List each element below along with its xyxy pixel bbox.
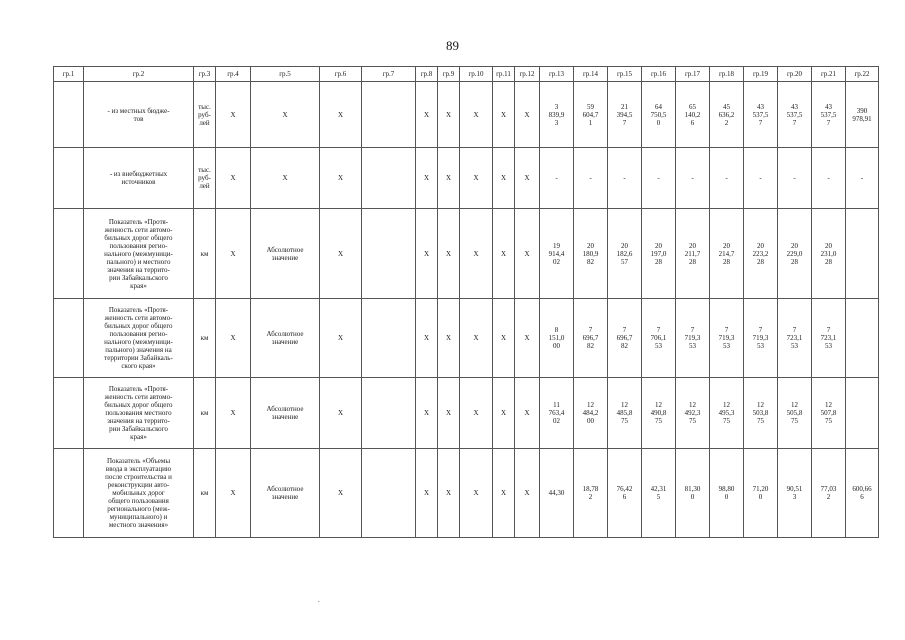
table-cell: 20 211,7 28: [676, 209, 710, 299]
table-cell: 12 490,8 75: [642, 378, 676, 449]
table-cell: 390 978,91: [846, 82, 879, 148]
table-cell: 12 503,8 75: [744, 378, 778, 449]
table-cell: 64 750,5 0: [642, 82, 676, 148]
table-cell: X: [438, 82, 460, 148]
table-cell: -: [540, 148, 574, 209]
footer-mark: .: [318, 596, 320, 604]
table-cell: 12 495,3 75: [710, 378, 744, 449]
table-cell: X: [251, 148, 320, 209]
table-cell: X: [515, 299, 540, 378]
table-cell: X: [416, 209, 438, 299]
table-cell: 12 484,2 00: [574, 378, 608, 449]
table-cell: 7 706,1 53: [642, 299, 676, 378]
column-header: гр.5: [251, 67, 320, 82]
page-number: 89: [446, 38, 459, 53]
table-cell: X: [515, 148, 540, 209]
column-header: гр.17: [676, 67, 710, 82]
table-cell: X: [320, 378, 362, 449]
table-cell: 3 839,9 3: [540, 82, 574, 148]
table-cell: - из внебюджетных источников: [84, 148, 194, 209]
column-header: гр.19: [744, 67, 778, 82]
table-cell: 71,20 0: [744, 449, 778, 538]
table-cell: 43 537,5 7: [778, 82, 812, 148]
table-cell: X: [216, 82, 251, 148]
table-cell: [362, 209, 416, 299]
table-cell: [54, 378, 84, 449]
table-cell: X: [460, 449, 493, 538]
table-cell: -: [812, 148, 846, 209]
table-cell: X: [460, 299, 493, 378]
table-cell: тыс. руб- лей: [194, 148, 216, 209]
table-cell: км: [194, 299, 216, 378]
column-header: гр.12: [515, 67, 540, 82]
table-cell: [362, 299, 416, 378]
table-cell: Показатель «Объемы ввода в эксплуатацию после строительства и реконструкции авто- мобильных дорог общего пользования регионального (меж- муниципального) и местного значения»: [84, 449, 194, 538]
column-header: гр.2: [84, 67, 194, 82]
table-cell: 11 763,4 02: [540, 378, 574, 449]
table-cell: Абсолютное значение: [251, 449, 320, 538]
table-cell: 45 636,2 2: [710, 82, 744, 148]
table-cell: 81,30 0: [676, 449, 710, 538]
table-cell: -: [574, 148, 608, 209]
column-header: гр.7: [362, 67, 416, 82]
column-header: гр.18: [710, 67, 744, 82]
table-cell: 7 723,1 53: [778, 299, 812, 378]
table-cell: Показатель «Протя- женность сети автомо- бильных дорог общего пользования местного значения на террито- рии Забайкальского края»: [84, 378, 194, 449]
table-cell: X: [216, 378, 251, 449]
table-cell: X: [320, 82, 362, 148]
table-cell: X: [460, 82, 493, 148]
table-cell: 21 394,5 7: [608, 82, 642, 148]
table-cell: X: [493, 148, 515, 209]
table-cell: 7 696,7 82: [608, 299, 642, 378]
table-cell: [362, 449, 416, 538]
table-cell: X: [216, 148, 251, 209]
table-cell: X: [493, 209, 515, 299]
table-row: [54, 148, 879, 209]
table-cell: X: [438, 378, 460, 449]
table-row: [54, 209, 879, 299]
table-cell: Показатель «Протя- женность сети автомо- бильных дорог общего пользования регио- нального (межмуници- пального) и местного значения на террито- рии Забайкальского края»: [84, 209, 194, 299]
column-header: гр.9: [438, 67, 460, 82]
table-cell: Абсолютное значение: [251, 299, 320, 378]
table-cell: - из местных бюдже- тов: [84, 82, 194, 148]
column-header: гр.20: [778, 67, 812, 82]
table-cell: X: [320, 148, 362, 209]
table-cell: X: [416, 449, 438, 538]
table-cell: Показатель «Протя- женность сети автомо- бильных дорог общего пользования регио- нального (межмуници- пального) значения на территории Забайкаль- ского края»: [84, 299, 194, 378]
table-cell: 12 492,3 75: [676, 378, 710, 449]
table-cell: 20 223,2 28: [744, 209, 778, 299]
table-cell: -: [778, 148, 812, 209]
header-row: [54, 67, 879, 82]
column-header: гр.16: [642, 67, 676, 82]
table-cell: X: [216, 449, 251, 538]
column-header: гр.1: [54, 67, 84, 82]
table-cell: X: [416, 299, 438, 378]
table-cell: [362, 82, 416, 148]
table-cell: [846, 378, 879, 449]
table-cell: 20 214,7 28: [710, 209, 744, 299]
table-cell: 12 485,8 75: [608, 378, 642, 449]
table-cell: 12 505,8 75: [778, 378, 812, 449]
table-row: [54, 299, 879, 378]
table-cell: X: [460, 378, 493, 449]
column-header: гр.10: [460, 67, 493, 82]
table-cell: 20 182,6 57: [608, 209, 642, 299]
table-cell: X: [320, 209, 362, 299]
table-cell: [846, 299, 879, 378]
table-row: [54, 82, 879, 148]
table-cell: X: [515, 82, 540, 148]
table-cell: 20 229,0 28: [778, 209, 812, 299]
table-cell: 43 537,5 7: [812, 82, 846, 148]
table-cell: 18,78 2: [574, 449, 608, 538]
column-header: гр.15: [608, 67, 642, 82]
table-cell: 98,80 0: [710, 449, 744, 538]
table-cell: X: [216, 209, 251, 299]
table-cell: 76,42 6: [608, 449, 642, 538]
table-row: [54, 449, 879, 538]
table-cell: X: [320, 449, 362, 538]
column-header: гр.3: [194, 67, 216, 82]
table-cell: X: [320, 299, 362, 378]
column-header: гр.14: [574, 67, 608, 82]
table-cell: [362, 378, 416, 449]
table-cell: 44,30: [540, 449, 574, 538]
table-cell: 19 914,4 02: [540, 209, 574, 299]
table-cell: X: [438, 299, 460, 378]
table-cell: X: [515, 209, 540, 299]
column-header: гр.11: [493, 67, 515, 82]
table-cell: 7 719,3 53: [710, 299, 744, 378]
table-cell: X: [251, 82, 320, 148]
table-cell: X: [460, 209, 493, 299]
table-cell: [846, 209, 879, 299]
table-cell: -: [642, 148, 676, 209]
table-cell: X: [493, 378, 515, 449]
table-cell: 600,66 6: [846, 449, 879, 538]
table-cell: X: [438, 148, 460, 209]
table-cell: км: [194, 378, 216, 449]
table-cell: -: [676, 148, 710, 209]
table-cell: X: [493, 299, 515, 378]
table-cell: [362, 148, 416, 209]
column-header: гр.6: [320, 67, 362, 82]
column-header: гр.21: [812, 67, 846, 82]
table-cell: 65 140,2 6: [676, 82, 710, 148]
table-cell: 20 180,9 82: [574, 209, 608, 299]
column-header: гр.8: [416, 67, 438, 82]
table-cell: км: [194, 209, 216, 299]
table-cell: Абсолютное значение: [251, 209, 320, 299]
table-cell: 77,03 2: [812, 449, 846, 538]
table-cell: [54, 449, 84, 538]
table-cell: [54, 82, 84, 148]
table-cell: 8 151,0 00: [540, 299, 574, 378]
table-cell: 7 696,7 82: [574, 299, 608, 378]
table-cell: 43 537,5 7: [744, 82, 778, 148]
table-cell: 7 719,3 53: [744, 299, 778, 378]
table-cell: тыс. руб- лей: [194, 82, 216, 148]
table-cell: 59 604,7 1: [574, 82, 608, 148]
table-cell: X: [493, 82, 515, 148]
table-cell: 7 723,1 53: [812, 299, 846, 378]
table-cell: 20 231,0 28: [812, 209, 846, 299]
column-header: гр.22: [846, 67, 879, 82]
indicator-table: [53, 66, 879, 538]
table-cell: [54, 299, 84, 378]
table-cell: [54, 209, 84, 299]
table-row: [54, 378, 879, 449]
table-cell: 12 507,8 75: [812, 378, 846, 449]
table-cell: X: [515, 449, 540, 538]
table-cell: 20 197,0 28: [642, 209, 676, 299]
table-cell: X: [460, 148, 493, 209]
table-cell: X: [515, 378, 540, 449]
table-cell: [54, 148, 84, 209]
table-cell: 90,51 3: [778, 449, 812, 538]
column-header: гр.4: [216, 67, 251, 82]
table-cell: X: [216, 299, 251, 378]
table-cell: X: [416, 148, 438, 209]
table-cell: X: [416, 378, 438, 449]
table-cell: 7 719,3 53: [676, 299, 710, 378]
table-cell: -: [608, 148, 642, 209]
table-cell: 42,31 5: [642, 449, 676, 538]
table-cell: X: [438, 449, 460, 538]
table-cell: Абсолютное значение: [251, 378, 320, 449]
table-cell: X: [493, 449, 515, 538]
table-cell: X: [416, 82, 438, 148]
table-cell: -: [744, 148, 778, 209]
table-cell: X: [438, 209, 460, 299]
table-cell: км: [194, 449, 216, 538]
table-cell: -: [846, 148, 879, 209]
table-cell: -: [710, 148, 744, 209]
column-header: гр.13: [540, 67, 574, 82]
